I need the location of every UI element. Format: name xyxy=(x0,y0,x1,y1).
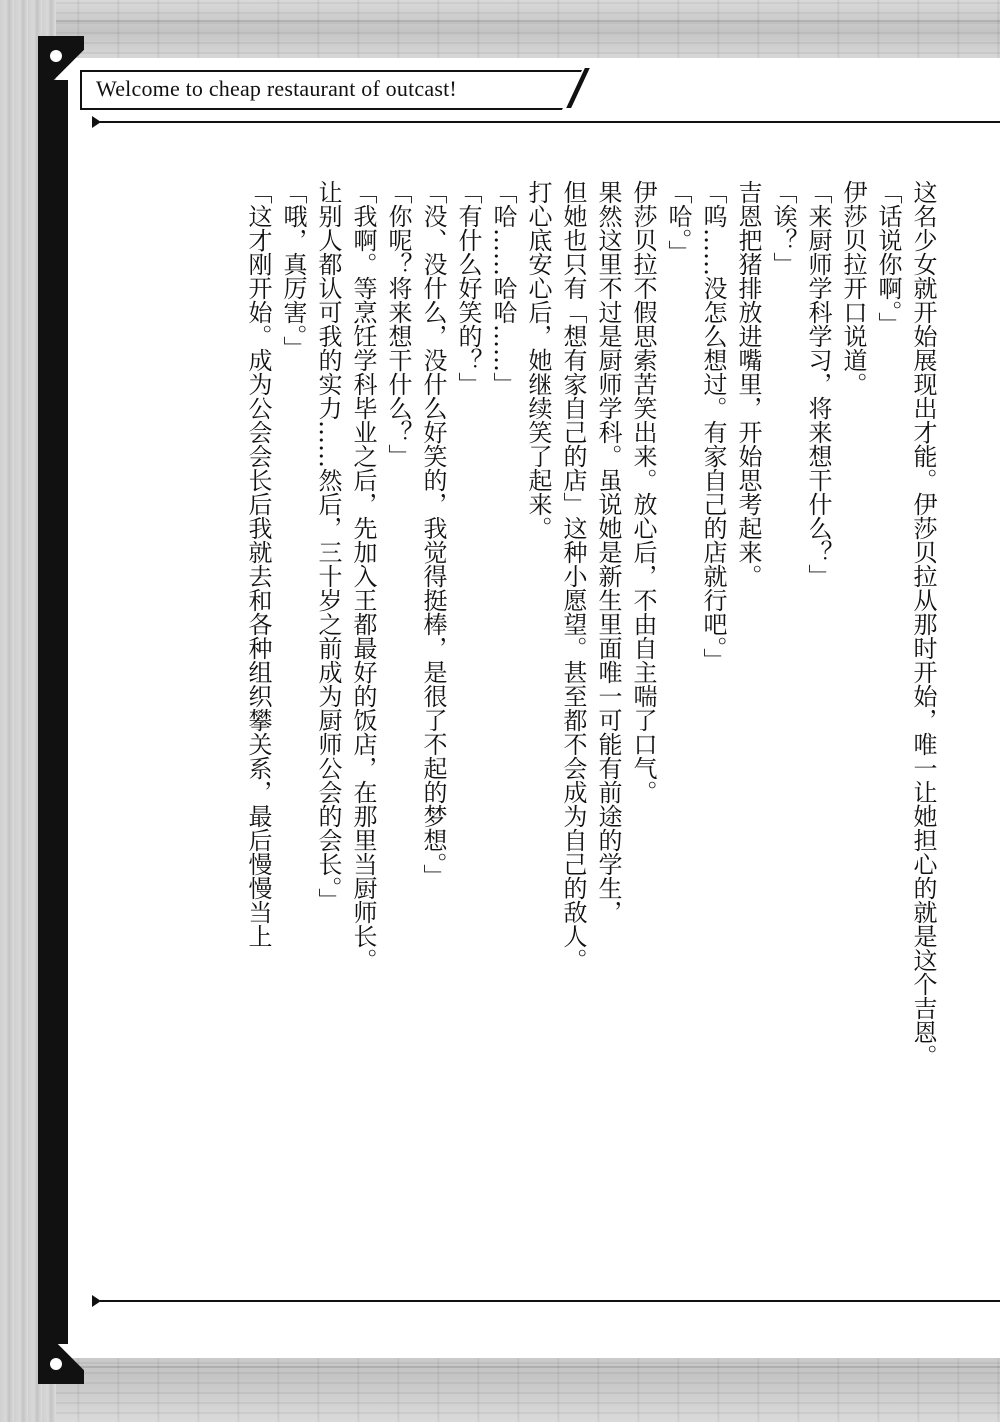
text-line: 「呜……没怎么想过。有家自己的店就行吧。」 xyxy=(699,180,727,672)
text-line: 让别人都认可我的实力……然后，三十岁之前成为厨师公会的会长。」 xyxy=(314,180,342,912)
text-line: 「哈……哈哈……」 xyxy=(489,180,517,396)
text-line: 打心底安心后，她继续笑了起来。 xyxy=(524,180,552,540)
text-line: 「哈。」 xyxy=(664,180,692,264)
text-line: 「话说你啊。」 xyxy=(874,180,902,336)
vertical-body-text xyxy=(108,180,940,1210)
text-line: 「有什么好笑的？」 xyxy=(454,180,482,396)
corner-rivet-icon xyxy=(50,50,62,62)
text-line: 「来厨师学科学习，将来想干什么？」 xyxy=(804,180,832,588)
text-line: 「诶？」 xyxy=(769,180,797,276)
text-line: 「我啊。等烹饪学科毕业之后，先加入王都最好的饭店，在那里当厨师长。 xyxy=(349,180,377,972)
text-line: 但她也只有「想有家自己的店」这种小愿望。甚至都不会成为自己的敌人。 xyxy=(559,180,587,972)
bottom-rule xyxy=(100,1300,1000,1302)
text-line: 伊莎贝拉开口说道。 xyxy=(839,180,867,396)
top-rule xyxy=(100,121,1000,123)
wood-background-top xyxy=(0,0,1000,62)
running-header-title: Welcome to cheap restaurant of outcast! xyxy=(96,76,457,101)
arrow-right-icon xyxy=(92,1295,101,1307)
corner-rivet-icon xyxy=(50,1358,62,1370)
text-line: 这名少女就开始展现出才能。伊莎贝拉从那时开始，唯一让她担心的就是这个吉恩。 xyxy=(909,180,937,1068)
header-banner-slash xyxy=(560,68,596,108)
text-line: 「你呢？将来想干什么？」 xyxy=(384,180,412,468)
text-line: 「没、没什么，没什么好笑的，我觉得挺棒，是很了不起的梦想。」 xyxy=(419,180,447,888)
text-line: 吉恩把猪排放进嘴里，开始思考起来。 xyxy=(734,180,762,588)
text-line: 伊莎贝拉不假思索苦笑出来。放心后，不由自主喘了口气。 xyxy=(629,180,657,804)
text-line: 「这才刚开始。成为公会会长后我就去和各种组织攀关系，最后慢慢当上 xyxy=(244,180,272,948)
frame-side-bar xyxy=(38,80,68,1344)
arrow-right-icon xyxy=(92,116,101,128)
text-line: 果然这里不过是厨师学科。虽说她是新生里面唯一可能有前途的学生， xyxy=(594,180,622,924)
text-line: 「哦，真厉害。」 xyxy=(279,180,307,360)
